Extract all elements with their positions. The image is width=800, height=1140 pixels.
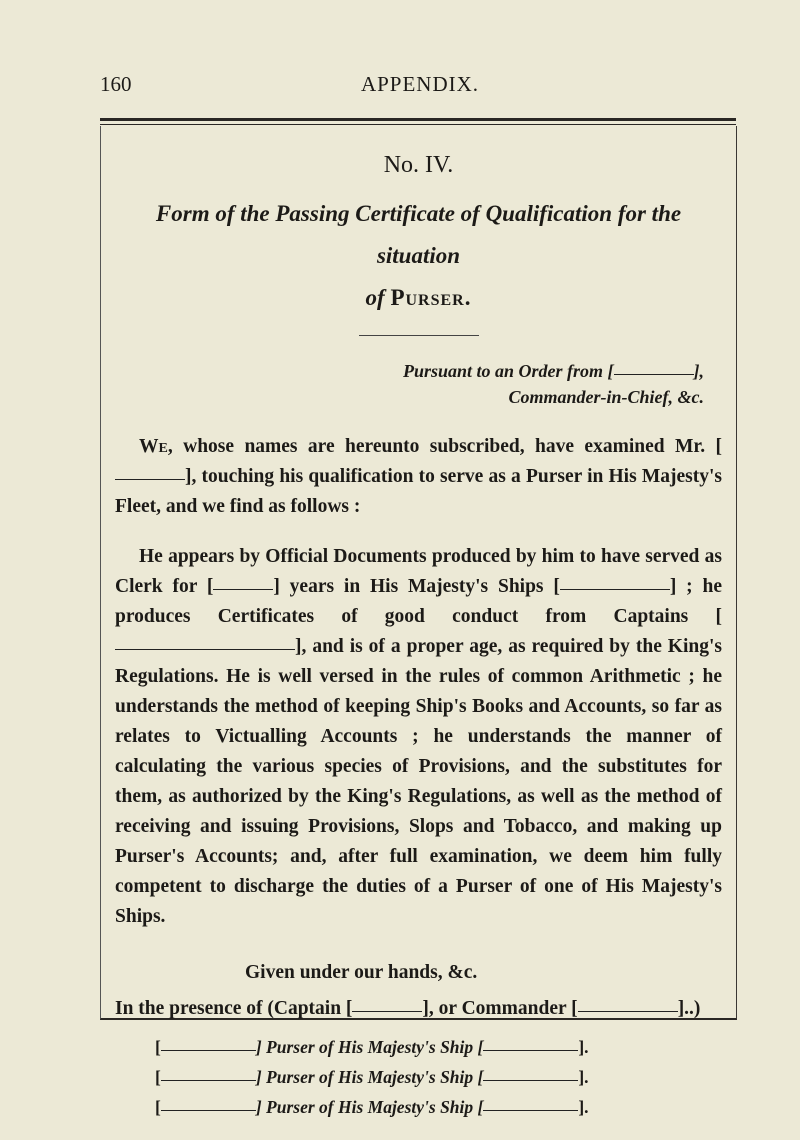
order-line1-pre: Pursuant to an Order from [	[402, 361, 614, 381]
para2-a: He appears by Official Documents produced by him to have served as Clerk for [	[115, 546, 722, 597]
page-number: 160	[100, 72, 132, 96]
blank-line	[578, 999, 678, 1012]
order-line2: Commander-in-Chief, &c.	[508, 387, 704, 407]
sig-open: [	[155, 1097, 161, 1117]
page-header	[100, 72, 740, 102]
sig-open: [	[155, 1037, 161, 1057]
running-head: APPENDIX.	[360, 72, 480, 96]
blank-line	[213, 577, 273, 590]
blank-line	[161, 1040, 256, 1052]
blank-line	[161, 1100, 256, 1112]
form-title	[115, 193, 722, 319]
para2-c: ] ; he produces Certificates of good conduct from Captains [	[115, 576, 722, 627]
blank-line	[115, 637, 295, 650]
para2-d: ], and is of a proper age, as required by the King's Regulations. He is well versed in the rules of common Arithmetic ; he understands the method of keeping Ship's Books and Accounts, so far as relates to Victualling Accounts ; he understands the manner of calculating the various species of Provisions, and the substitutes for them, as authorized by the King's Regulations, as well as the method of receiving and issuing Provisions, Slops and Tobacco, and making up Purser's Accounts; and, after full examination, we deem him fully competent to discharge the duties of a Purser of one of His Majesty's Ships.	[115, 636, 722, 927]
para1-a: whose names are hereunto subscribed, have examined Mr. [	[183, 436, 723, 457]
blank-line	[483, 1070, 578, 1082]
para1-b: ], touching his qualification to serve as a Purser in His Majesty's Fleet, and we find as follows :	[115, 466, 722, 517]
order-block	[115, 358, 722, 410]
order-line1-post: ],	[693, 361, 704, 381]
para1-we: We,	[139, 436, 173, 457]
blank-line	[115, 467, 185, 480]
sig-mid: ] Purser of His Majesty's Ship [	[255, 1067, 484, 1087]
form-title-of: of	[365, 285, 385, 310]
blank-line	[483, 1040, 578, 1052]
sig-mid: ] Purser of His Majesty's Ship [	[255, 1037, 484, 1057]
sig-close: ].	[578, 1067, 589, 1087]
top-rule-thin	[100, 124, 736, 125]
signature-line	[115, 1034, 722, 1060]
short-divider	[359, 335, 479, 336]
blank-line	[560, 577, 670, 590]
presence-c: ]..)	[677, 998, 701, 1019]
sig-close: ].	[578, 1037, 589, 1057]
sig-mid: ] Purser of His Majesty's Ship [	[255, 1097, 484, 1117]
blank-line	[352, 999, 422, 1012]
form-title-line1: Form of the Passing Certificate of Qualification for the situation	[155, 201, 682, 268]
presence-line	[115, 994, 722, 1024]
form-content	[115, 126, 722, 1120]
signature-block	[115, 1034, 722, 1120]
form-box	[100, 126, 737, 1117]
blank-line	[161, 1070, 256, 1082]
sig-open: [	[155, 1067, 161, 1087]
para2-b: ] years in His Majesty's Ships [	[273, 576, 560, 597]
sig-close: ].	[578, 1097, 589, 1117]
form-title-purser: Purser.	[390, 285, 472, 310]
signature-line	[115, 1064, 722, 1090]
signature-line	[115, 1094, 722, 1120]
form-number: No. IV.	[383, 152, 454, 178]
top-rule	[100, 118, 736, 121]
given-line: Given under our hands, &c.	[245, 962, 478, 983]
presence-b: ], or Commander [	[422, 998, 578, 1019]
blank-line	[483, 1100, 578, 1112]
presence-a: In the presence of (Captain [	[115, 998, 353, 1019]
blank-line	[614, 363, 694, 375]
paragraph-qualification	[115, 542, 722, 932]
paragraph-examined	[115, 432, 722, 522]
